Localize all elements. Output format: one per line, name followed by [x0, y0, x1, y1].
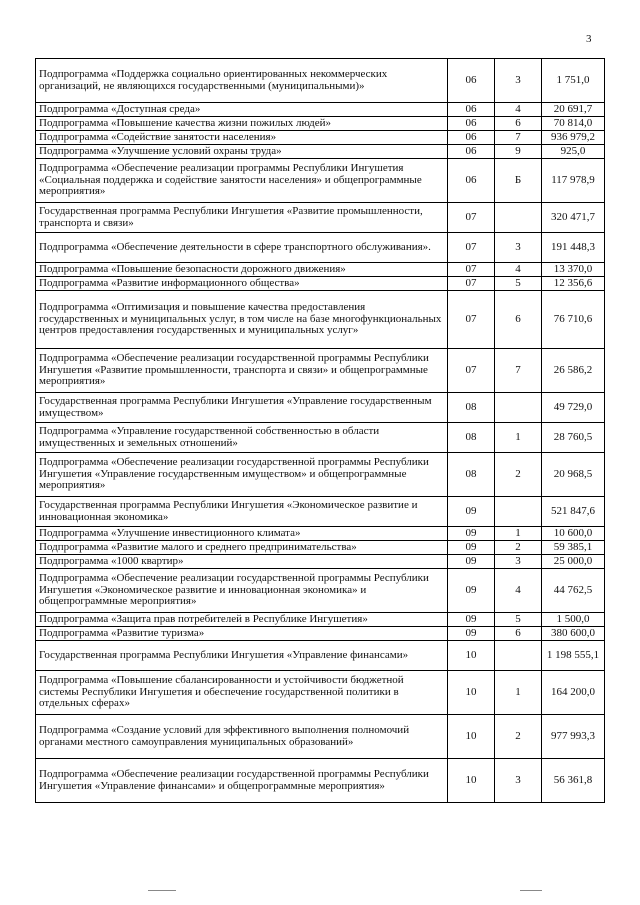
program-code-cell: 09	[448, 627, 495, 641]
amount-cell: 191 448,3	[542, 233, 605, 263]
program-code-cell: 10	[448, 759, 495, 803]
program-name-cell: Подпрограмма «Обеспечение деятельности в сфере транспортного обслуживания».	[36, 233, 448, 263]
program-name-cell: Подпрограмма «Содействие занятости населения»	[36, 131, 448, 145]
subprogram-code-cell: 9	[495, 145, 542, 159]
program-code-cell: 09	[448, 613, 495, 627]
amount-cell: 20 968,5	[542, 453, 605, 497]
page-number: 3	[586, 33, 592, 45]
table-row	[36, 277, 605, 291]
subprogram-code-cell	[495, 641, 542, 671]
table-row	[36, 423, 605, 453]
program-name-cell: Государственная программа Республики Ингушетия «Управление финансами»	[36, 641, 448, 671]
table-row	[36, 263, 605, 277]
amount-cell: 164 200,0	[542, 671, 605, 715]
program-name-cell: Подпрограмма «Развитие туризма»	[36, 627, 448, 641]
program-name-cell: Подпрограмма «Доступная среда»	[36, 103, 448, 117]
program-code-cell: 07	[448, 233, 495, 263]
subprogram-code-cell: 3	[495, 59, 542, 103]
program-code-cell: 06	[448, 103, 495, 117]
program-name-cell: Подпрограмма «Развитие информационного общества»	[36, 277, 448, 291]
program-code-cell: 06	[448, 145, 495, 159]
amount-cell: 20 691,7	[542, 103, 605, 117]
amount-cell: 70 814,0	[542, 117, 605, 131]
program-name-cell: Подпрограмма «Обеспечение реализации программы Республики Ингушетия «Социальная поддержка и содействие занятости населения» и общепрограммные мероприятия»	[36, 159, 448, 203]
table-row	[36, 671, 605, 715]
program-code-cell: 10	[448, 641, 495, 671]
amount-cell: 1 198 555,1	[542, 641, 605, 671]
subprogram-code-cell: 3	[495, 759, 542, 803]
program-name-cell: Подпрограмма «Создание условий для эффективного выполнения полномочий органами местного самоуправления муниципальных образований»	[36, 715, 448, 759]
program-code-cell: 07	[448, 263, 495, 277]
program-code-cell: 09	[448, 541, 495, 555]
program-name-cell: Подпрограмма «Повышение качества жизни пожилых людей»	[36, 117, 448, 131]
subprogram-code-cell: 2	[495, 715, 542, 759]
table-row	[36, 541, 605, 555]
subprogram-code-cell: 3	[495, 555, 542, 569]
program-name-cell: Подпрограмма «Повышение безопасности дорожного движения»	[36, 263, 448, 277]
program-name-cell: Подпрограмма «Управление государственной собственностью в области имущественных и земельных отношений»	[36, 423, 448, 453]
subprogram-code-cell: 3	[495, 233, 542, 263]
table-row	[36, 159, 605, 203]
program-name-cell: Подпрограмма «Обеспечение реализации государственной программы Республики Ингушетия «Экономическое развитие и инновационная экономика» и общепрограммные мероприятия»	[36, 569, 448, 613]
program-name-cell: Подпрограмма «1000 квартир»	[36, 555, 448, 569]
table-row	[36, 527, 605, 541]
program-code-cell: 07	[448, 277, 495, 291]
amount-cell: 76 710,6	[542, 291, 605, 349]
table-row	[36, 59, 605, 103]
amount-cell: 521 847,6	[542, 497, 605, 527]
program-name-cell: Государственная программа Республики Ингушетия «Развитие промышленности, транспорта и связи»	[36, 203, 448, 233]
table-row	[36, 569, 605, 613]
amount-cell: 1 500,0	[542, 613, 605, 627]
budget-table-body	[36, 59, 605, 803]
program-name-cell: Подпрограмма «Развитие малого и среднего предпринимательства»	[36, 541, 448, 555]
program-code-cell: 09	[448, 555, 495, 569]
program-name-cell: Подпрограмма «Обеспечение реализации государственной программы Республики Ингушетия «Управление государственным имуществом» и общепрограммные мероприятия»	[36, 453, 448, 497]
subprogram-code-cell: 4	[495, 569, 542, 613]
subprogram-code-cell: 6	[495, 117, 542, 131]
subprogram-code-cell	[495, 497, 542, 527]
budget-table	[35, 58, 605, 803]
subprogram-code-cell: 6	[495, 627, 542, 641]
program-name-cell: Подпрограмма «Защита прав потребителей в Республике Ингушетия»	[36, 613, 448, 627]
program-code-cell: 06	[448, 117, 495, 131]
program-code-cell: 07	[448, 349, 495, 393]
subprogram-code-cell: 4	[495, 263, 542, 277]
program-code-cell: 06	[448, 131, 495, 145]
amount-cell: 320 471,7	[542, 203, 605, 233]
table-row	[36, 613, 605, 627]
amount-cell: 925,0	[542, 145, 605, 159]
subprogram-code-cell: 7	[495, 131, 542, 145]
subprogram-code-cell	[495, 203, 542, 233]
table-row	[36, 497, 605, 527]
subprogram-code-cell: 5	[495, 277, 542, 291]
table-row	[36, 759, 605, 803]
subprogram-code-cell: 4	[495, 103, 542, 117]
table-row	[36, 233, 605, 263]
table-row	[36, 103, 605, 117]
table-row	[36, 627, 605, 641]
subprogram-code-cell: 1	[495, 671, 542, 715]
amount-cell: 977 993,3	[542, 715, 605, 759]
program-code-cell: 06	[448, 59, 495, 103]
program-code-cell: 10	[448, 715, 495, 759]
amount-cell: 59 385,1	[542, 541, 605, 555]
subprogram-code-cell: 1	[495, 423, 542, 453]
program-name-cell: Государственная программа Республики Ингушетия «Управление государственным имуществом»	[36, 393, 448, 423]
subprogram-code-cell: 2	[495, 453, 542, 497]
program-name-cell: Подпрограмма «Обеспечение реализации государственной программы Республики Ингушетия «Управление финансами» и общепрограммные мероприятия»	[36, 759, 448, 803]
subprogram-code-cell: 5	[495, 613, 542, 627]
program-code-cell: 09	[448, 497, 495, 527]
table-row	[36, 117, 605, 131]
amount-cell: 44 762,5	[542, 569, 605, 613]
table-row	[36, 641, 605, 671]
table-row	[36, 453, 605, 497]
amount-cell: 936 979,2	[542, 131, 605, 145]
program-name-cell: Подпрограмма «Поддержка социально ориентированных некоммерческих организаций, не являющихся государственными (муниципальными)»	[36, 59, 448, 103]
program-name-cell: Подпрограмма «Улучшение условий охраны труда»	[36, 145, 448, 159]
program-name-cell: Подпрограмма «Улучшение инвестиционного климата»	[36, 527, 448, 541]
subprogram-code-cell: 6	[495, 291, 542, 349]
subprogram-code-cell: 1	[495, 527, 542, 541]
amount-cell: 13 370,0	[542, 263, 605, 277]
scan-artifact	[520, 890, 542, 891]
amount-cell: 28 760,5	[542, 423, 605, 453]
amount-cell: 56 361,8	[542, 759, 605, 803]
table-row	[36, 291, 605, 349]
table-row	[36, 715, 605, 759]
program-code-cell: 09	[448, 527, 495, 541]
program-code-cell: 06	[448, 159, 495, 203]
table-row	[36, 131, 605, 145]
amount-cell: 12 356,6	[542, 277, 605, 291]
program-code-cell: 08	[448, 393, 495, 423]
amount-cell: 26 586,2	[542, 349, 605, 393]
amount-cell: 117 978,9	[542, 159, 605, 203]
table-row	[36, 349, 605, 393]
table-row	[36, 203, 605, 233]
subprogram-code-cell: Б	[495, 159, 542, 203]
scan-artifact	[148, 890, 176, 891]
subprogram-code-cell: 2	[495, 541, 542, 555]
program-name-cell: Подпрограмма «Повышение сбалансированности и устойчивости бюджетной системы Республики Ингушетия и обеспечение государственной политики в отдельных сферах»	[36, 671, 448, 715]
program-name-cell: Подпрограмма «Обеспечение реализации государственной программы Республики Ингушетия «Развитие промышленности, транспорта и связи» и общепрограммные мероприятия»	[36, 349, 448, 393]
amount-cell: 49 729,0	[542, 393, 605, 423]
amount-cell: 10 600,0	[542, 527, 605, 541]
program-name-cell: Подпрограмма «Оптимизация и повышение качества предоставления государственных и муниципальных услуг, в том числе на базе многофункциональных центров предоставления государственных и муниципальных услуг»	[36, 291, 448, 349]
program-code-cell: 07	[448, 203, 495, 233]
program-code-cell: 08	[448, 453, 495, 497]
program-code-cell: 09	[448, 569, 495, 613]
table-row	[36, 555, 605, 569]
subprogram-code-cell: 7	[495, 349, 542, 393]
subprogram-code-cell	[495, 393, 542, 423]
table-row	[36, 393, 605, 423]
amount-cell: 1 751,0	[542, 59, 605, 103]
program-code-cell: 07	[448, 291, 495, 349]
amount-cell: 380 600,0	[542, 627, 605, 641]
program-name-cell: Государственная программа Республики Ингушетия «Экономическое развитие и инновационная экономика»	[36, 497, 448, 527]
program-code-cell: 08	[448, 423, 495, 453]
table-row	[36, 145, 605, 159]
amount-cell: 25 000,0	[542, 555, 605, 569]
program-code-cell: 10	[448, 671, 495, 715]
